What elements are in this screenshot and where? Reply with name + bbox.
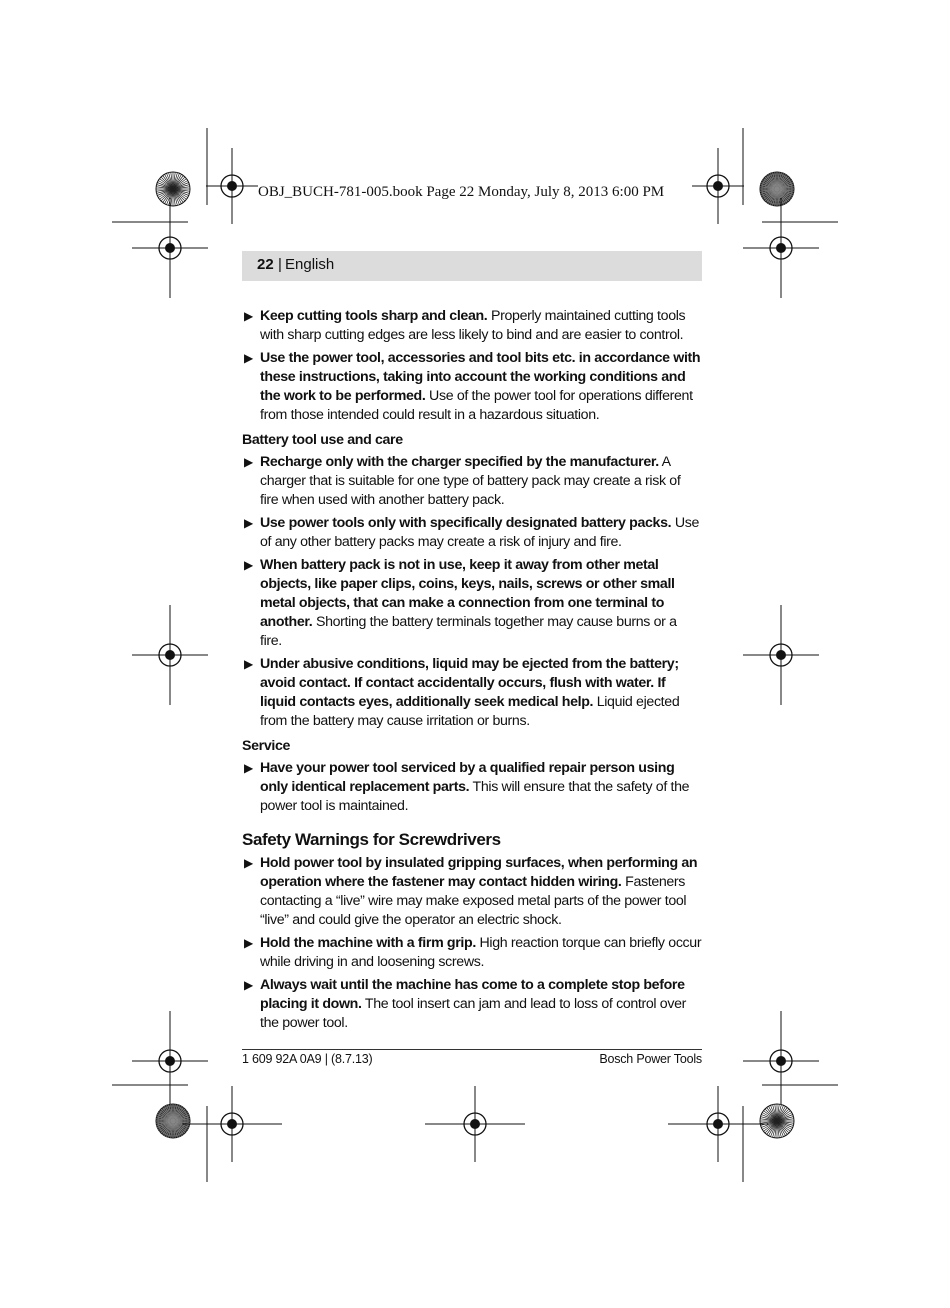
item-text: The tool insert can jam and lead to loss of control over the power tool.: [260, 996, 687, 1031]
item-lead: Hold power tool by insulated gripping surfaces, when performing an operation where the fastener may contact hidden wiring.: [260, 855, 698, 890]
section-general: [242, 307, 702, 425]
crosshair-registration-icon: [132, 605, 208, 705]
list-item: [242, 514, 702, 552]
item-lead: Hold the machine with a firm grip.: [260, 935, 476, 951]
section-heading: Service: [242, 738, 291, 754]
item-lead: Keep cutting tools sharp and clean.: [260, 308, 488, 324]
header-separator: |: [278, 256, 282, 273]
crosshair-registration-icon: [132, 198, 208, 298]
item-text: Fasteners contacting a “live” wire may make exposed metal parts of the power tool “live” and could give the operator an electric shock.: [260, 874, 687, 928]
triangle-right-icon: ▶: [244, 856, 253, 870]
section-heading: Battery tool use and care: [242, 432, 403, 448]
item-lead: Always wait until the machine has come to a complete stop before placing it down.: [260, 977, 685, 1012]
item-lead: When battery pack is not in use, keep it away from other metal objects, like paper clips, coins, keys, nails, screws or other small metal objects, that can make a connection from one terminal to another.: [260, 557, 675, 630]
item-lead: Recharge only with the charger specified by the manufacturer.: [260, 454, 659, 470]
item-lead: Have your power tool serviced by a qualified repair person using only identical replacement parts.: [260, 760, 675, 795]
starburst-target-icon: [760, 1104, 794, 1138]
triangle-right-icon: ▶: [244, 309, 253, 323]
list-item: [242, 759, 702, 816]
list-item: [242, 655, 702, 731]
section-title: Safety Warnings for Screwdrivers: [242, 830, 501, 849]
page-content: [242, 307, 702, 1037]
section-battery: [242, 431, 702, 731]
item-lead: Use power tools only with specifically designated battery packs.: [260, 515, 672, 531]
item-lead: Use the power tool, accessories and tool bits etc. in accordance with these instructions, taking into account the working conditions and the work to be performed.: [260, 350, 701, 404]
footer-doc-number: 1 609 92A 0A9 | (8.7.13): [242, 1052, 373, 1066]
triangle-right-icon: ▶: [244, 761, 253, 775]
triangle-right-icon: ▶: [244, 936, 253, 950]
item-text: Shorting the battery terminals together may cause burns or a fire.: [260, 614, 677, 649]
list-item: [242, 349, 702, 425]
footer-divider: [242, 1049, 702, 1050]
triangle-right-icon: ▶: [244, 351, 253, 365]
list-item: [242, 854, 702, 930]
page-header: [242, 251, 702, 281]
footer-brand: Bosch Power Tools: [599, 1052, 702, 1066]
list-item: [242, 307, 702, 345]
crosshair-registration-icon: [425, 1086, 525, 1162]
crosshair-registration-icon: [206, 148, 258, 224]
triangle-right-icon: ▶: [244, 455, 253, 469]
crosshair-registration-icon: [132, 1011, 208, 1111]
crosshair-registration-icon: [743, 1011, 819, 1111]
page-number: 22: [257, 256, 274, 273]
item-text: A charger that is suitable for one type of battery pack may create a risk of fire when used with another battery pack.: [260, 454, 681, 508]
crosshair-registration-icon: [743, 605, 819, 705]
item-text: Use of any other battery packs may create a risk of injury and fire.: [260, 515, 700, 550]
triangle-right-icon: ▶: [244, 657, 253, 671]
triangle-right-icon: ▶: [244, 558, 253, 572]
item-text: This will ensure that the safety of the power tool is maintained.: [260, 779, 690, 814]
starburst-target-icon: [156, 172, 190, 206]
triangle-right-icon: ▶: [244, 978, 253, 992]
crosshair-registration-icon: [668, 1086, 768, 1162]
section-screwdrivers: [242, 830, 702, 1033]
list-item: [242, 453, 702, 510]
list-item: [242, 934, 702, 972]
item-text: Properly maintained cutting tools with sharp cutting edges are less likely to bind and are easier to control.: [260, 308, 686, 343]
starburst-target-icon: [760, 172, 794, 206]
list-item: [242, 556, 702, 651]
crosshair-registration-icon: [743, 198, 819, 298]
item-lead: Under abusive conditions, liquid may be ejected from the battery; avoid contact. If contact accidentally occurs, flush with water. If liquid contacts eyes, additionally seek medical help.: [260, 656, 679, 710]
crosshair-registration-icon: [692, 148, 744, 224]
section-service: [242, 737, 702, 816]
list-item: [242, 976, 702, 1033]
item-text: High reaction torque can briefly occur while driving in and loosening screws.: [260, 935, 702, 970]
triangle-right-icon: ▶: [244, 516, 253, 530]
item-text: Liquid ejected from the battery may cause irritation or burns.: [260, 694, 680, 729]
print-slug: OBJ_BUCH-781-005.book Page 22 Monday, July 8, 2013 6:00 PM: [258, 184, 665, 200]
crosshair-registration-icon: [182, 1086, 282, 1162]
starburst-target-icon: [156, 1104, 190, 1138]
header-language: English: [285, 256, 335, 273]
item-text: Use of the power tool for operations different from those intended could result in a hazardous situation.: [260, 388, 693, 423]
